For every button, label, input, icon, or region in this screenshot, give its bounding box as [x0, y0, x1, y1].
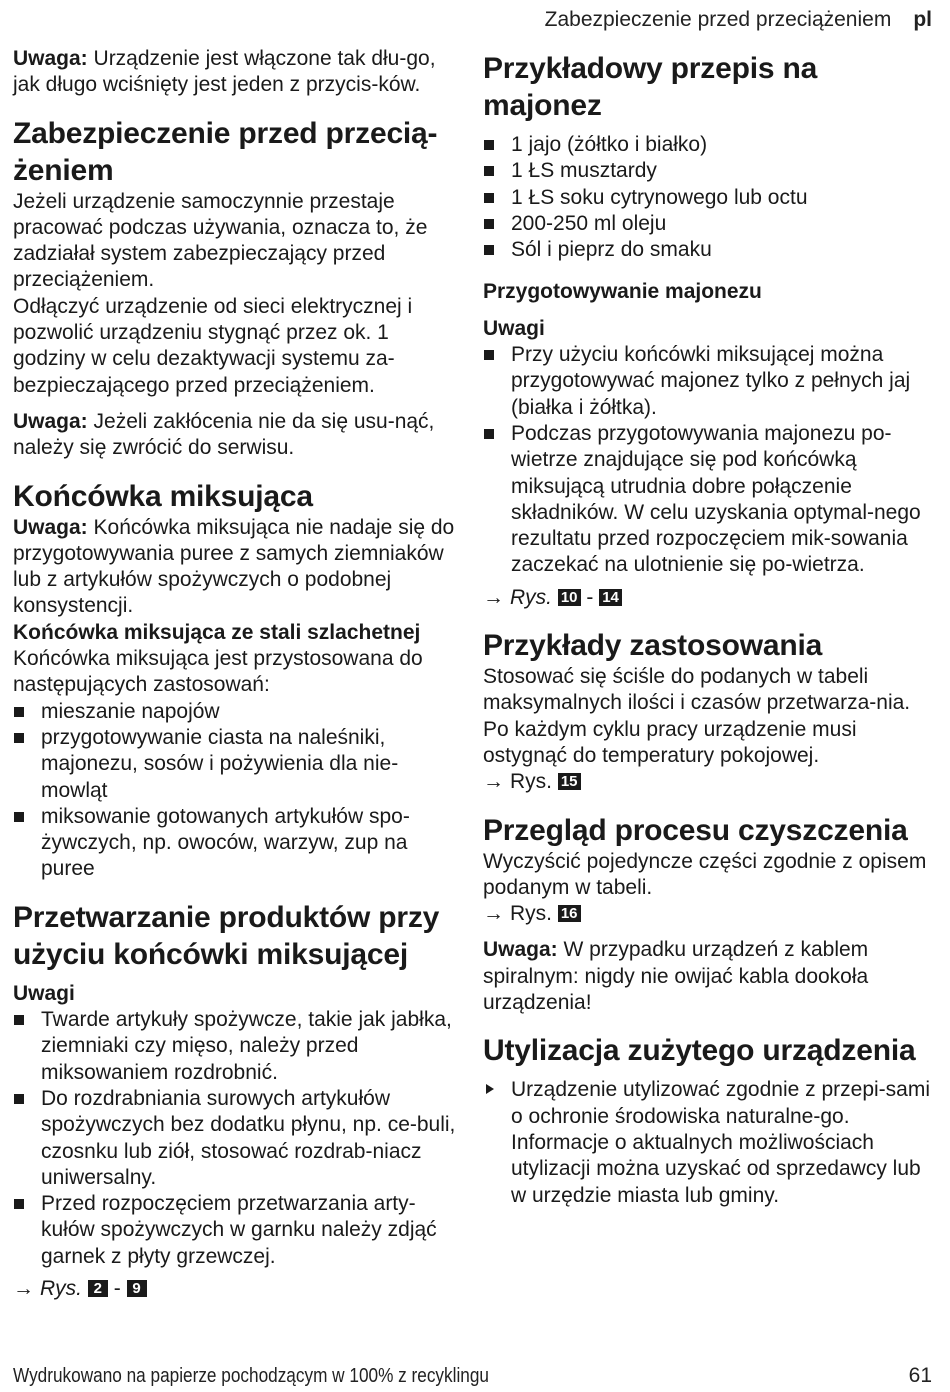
list-item: Przy użyciu końcówki miksującej można przygotowywać majonez tylko z pełnych jaj (białka i żółtka). [483, 342, 933, 421]
cleaning-paragraph: Wyczyścić pojedyncze części zgodnie z opisem podanym w tabeli. [483, 849, 927, 899]
list-item: przygotowywanie ciasta na naleśniki, majonezu, sosów i pożywienia dla nie-mowląt [13, 725, 463, 804]
figure-number-badge: 14 [599, 589, 622, 606]
list-item: Twarde artykuły spożywcze, takie jak jabłka, ziemniaki czy mięso, należy przed miksowaniem rozdrobnić. [13, 1007, 463, 1086]
figure-reference [13, 1276, 463, 1302]
disposal-steps [483, 1077, 933, 1130]
note-text: W przypadku urządzeń z kablem spiralnym: nigdy nie owijać kabla dookoła urządzenia! [483, 938, 869, 1015]
list-item: 1 ŁS soku cytrynowego lub octu [483, 185, 933, 211]
heading-mayonnaise-recipe: Przykładowy przepis na majonez [483, 52, 818, 122]
overload-paragraph-1: Jeżeli urządzenie samoczynnie przestaje pracować podczas używania, oznacza to, że zadziałał system zabezpieczający przed przeciążeniem. [13, 189, 428, 292]
heading-disposal: Utylizacja zużytego urządzenia [483, 1034, 916, 1068]
ingredients-list [483, 132, 933, 263]
processing-notes-list [13, 1007, 463, 1270]
figure-number-badge: 10 [558, 589, 581, 606]
list-item: miksowanie gotowanych artykułów spo-żywczych, np. owoców, warzyw, zup na puree [13, 804, 463, 883]
heading-mayonnaise-preparation: Przygotowywanie majonezu [483, 280, 762, 304]
figure-reference [483, 585, 933, 611]
note-on-duration [13, 46, 463, 99]
figure-reference [483, 901, 933, 927]
page-header [545, 8, 932, 32]
figure-range-separator: - [586, 585, 594, 609]
note-text: Jeżeli zakłócenia nie da się usu-nąć, należy się zwrócić do serwisu. [13, 409, 435, 460]
figure-number-badge: 15 [558, 773, 581, 790]
list-item: Do rozdrabniania surowych artykułów spożywczych bez dodatku płynu, np. ce-buli, czosnku lub ziół, stosować rozdrab-niacz uniwersalny. [13, 1086, 463, 1191]
list-item: 200-250 ml oleju [483, 211, 933, 237]
list-item: Sól i pieprz do smaku [483, 237, 933, 263]
examples-paragraph-1: Stosować się ściśle do podanych w tabeli maksymalnych ilości i czasów przetwarza-nia. [483, 665, 911, 715]
disposal-info: Informacje o aktualnych możliwościach utylizacji można uzyskać od sprzedawcy lub w urzędzie miasta lub gminy. [511, 1130, 921, 1207]
figure-ref-label: Rys. [510, 585, 552, 609]
arrow-right-icon: → [483, 770, 504, 794]
stainless-intro: Końcówka miksująca jest przystosowana do następujących zastosowań: [13, 647, 423, 697]
left-column [13, 46, 463, 1302]
figure-number-badge: 2 [88, 1280, 108, 1297]
prep-notes-list [483, 342, 933, 579]
note-label: Uwaga: [13, 515, 88, 539]
figure-ref-label: Rys. [510, 902, 552, 926]
note-on-service [13, 409, 463, 462]
arrow-right-icon: → [483, 902, 504, 926]
list-item: mieszanie napojów [13, 699, 463, 725]
heading-blender-attachment: Końcówka miksująca [13, 479, 313, 513]
note-text: Urządzenie jest włączone tak dłu-go, jak długo wciśnięty jest jeden z przycis-ków. [13, 47, 436, 97]
list-item: Urządzenie utylizować zgodnie z przepi-sami o ochronie środowiska naturalne-go. [483, 1077, 933, 1130]
note-label: Uwaga: [13, 409, 88, 433]
arrow-right-icon: → [483, 585, 504, 609]
heading-processing: Przetwarzanie produktów przy użyciu końcówki miksującej [13, 900, 440, 971]
page-number: 61 [908, 1364, 932, 1387]
figure-ref-label: Rys. [40, 1276, 82, 1300]
arrow-right-icon: → [13, 1276, 34, 1300]
note-label: Uwaga: [13, 47, 88, 70]
note-on-puree [13, 515, 463, 620]
list-item: 1 ŁS musztardy [483, 158, 933, 184]
prep-notes-label: Uwagi [483, 316, 545, 340]
note-label: Uwaga: [483, 938, 558, 962]
figure-reference [483, 769, 933, 795]
header-title: Zabezpieczenie przed przeciążeniem [544, 8, 892, 31]
note-text: Końcówka miksująca nie nadaje się do przygotowywania puree z samych ziemniaków lub z artykułów spożywczych o podobnej konsystencji. [13, 515, 455, 618]
processing-notes-label: Uwagi [13, 981, 75, 1005]
list-item: Podczas przygotowywania majonezu po-wietrze znajdujące się pod końcówką miksującą utrudnia dobre połączenie składników. W celu uzyskania optymal-nego rezultatu przed rozpoczęciem mik-sowania zaczekać na ulotnienie się po-wietrza. [483, 421, 933, 579]
note-on-cable [483, 937, 933, 1016]
list-item: Przed rozpoczęciem przetwarzania arty-kułów spożywczych w garnku należy zdjąć garnek z płyty grzewczej. [13, 1191, 463, 1270]
examples-paragraph-2: Po każdym cyklu pracy urządzenie musi ostygnąć do temperatury pokojowej. [483, 717, 857, 767]
heading-cleaning-overview: Przegląd procesu czyszczenia [483, 813, 908, 847]
recycled-paper-note: Wydrukowano na papierze pochodzącym w 100% z recyklingu [13, 1365, 489, 1387]
heading-overload-protection: Zabezpieczenie przed przecią-żeniem [13, 116, 438, 187]
figure-ref-label: Rys. [510, 770, 552, 794]
right-column [483, 50, 933, 1209]
overload-paragraph-2: Odłączyć urządzenie od sieci elektrycznej i pozwolić urządzeniu stygnąć przez ok. 1 godziny w celu dezaktywacji systemu za-bezpieczającego przed przeciążeniem. [13, 294, 413, 397]
list-item: 1 jajo (żółtko i białko) [483, 132, 933, 158]
heading-usage-examples: Przykłady zastosowania [483, 629, 823, 663]
heading-stainless-attachment: Końcówka miksująca ze stali szlachetnej [13, 620, 421, 644]
figure-range-separator: - [113, 1276, 121, 1300]
figure-number-badge: 16 [558, 905, 581, 922]
figure-number-badge: 9 [127, 1280, 147, 1297]
stainless-uses-list [13, 699, 463, 883]
language-code: pl [913, 8, 932, 31]
